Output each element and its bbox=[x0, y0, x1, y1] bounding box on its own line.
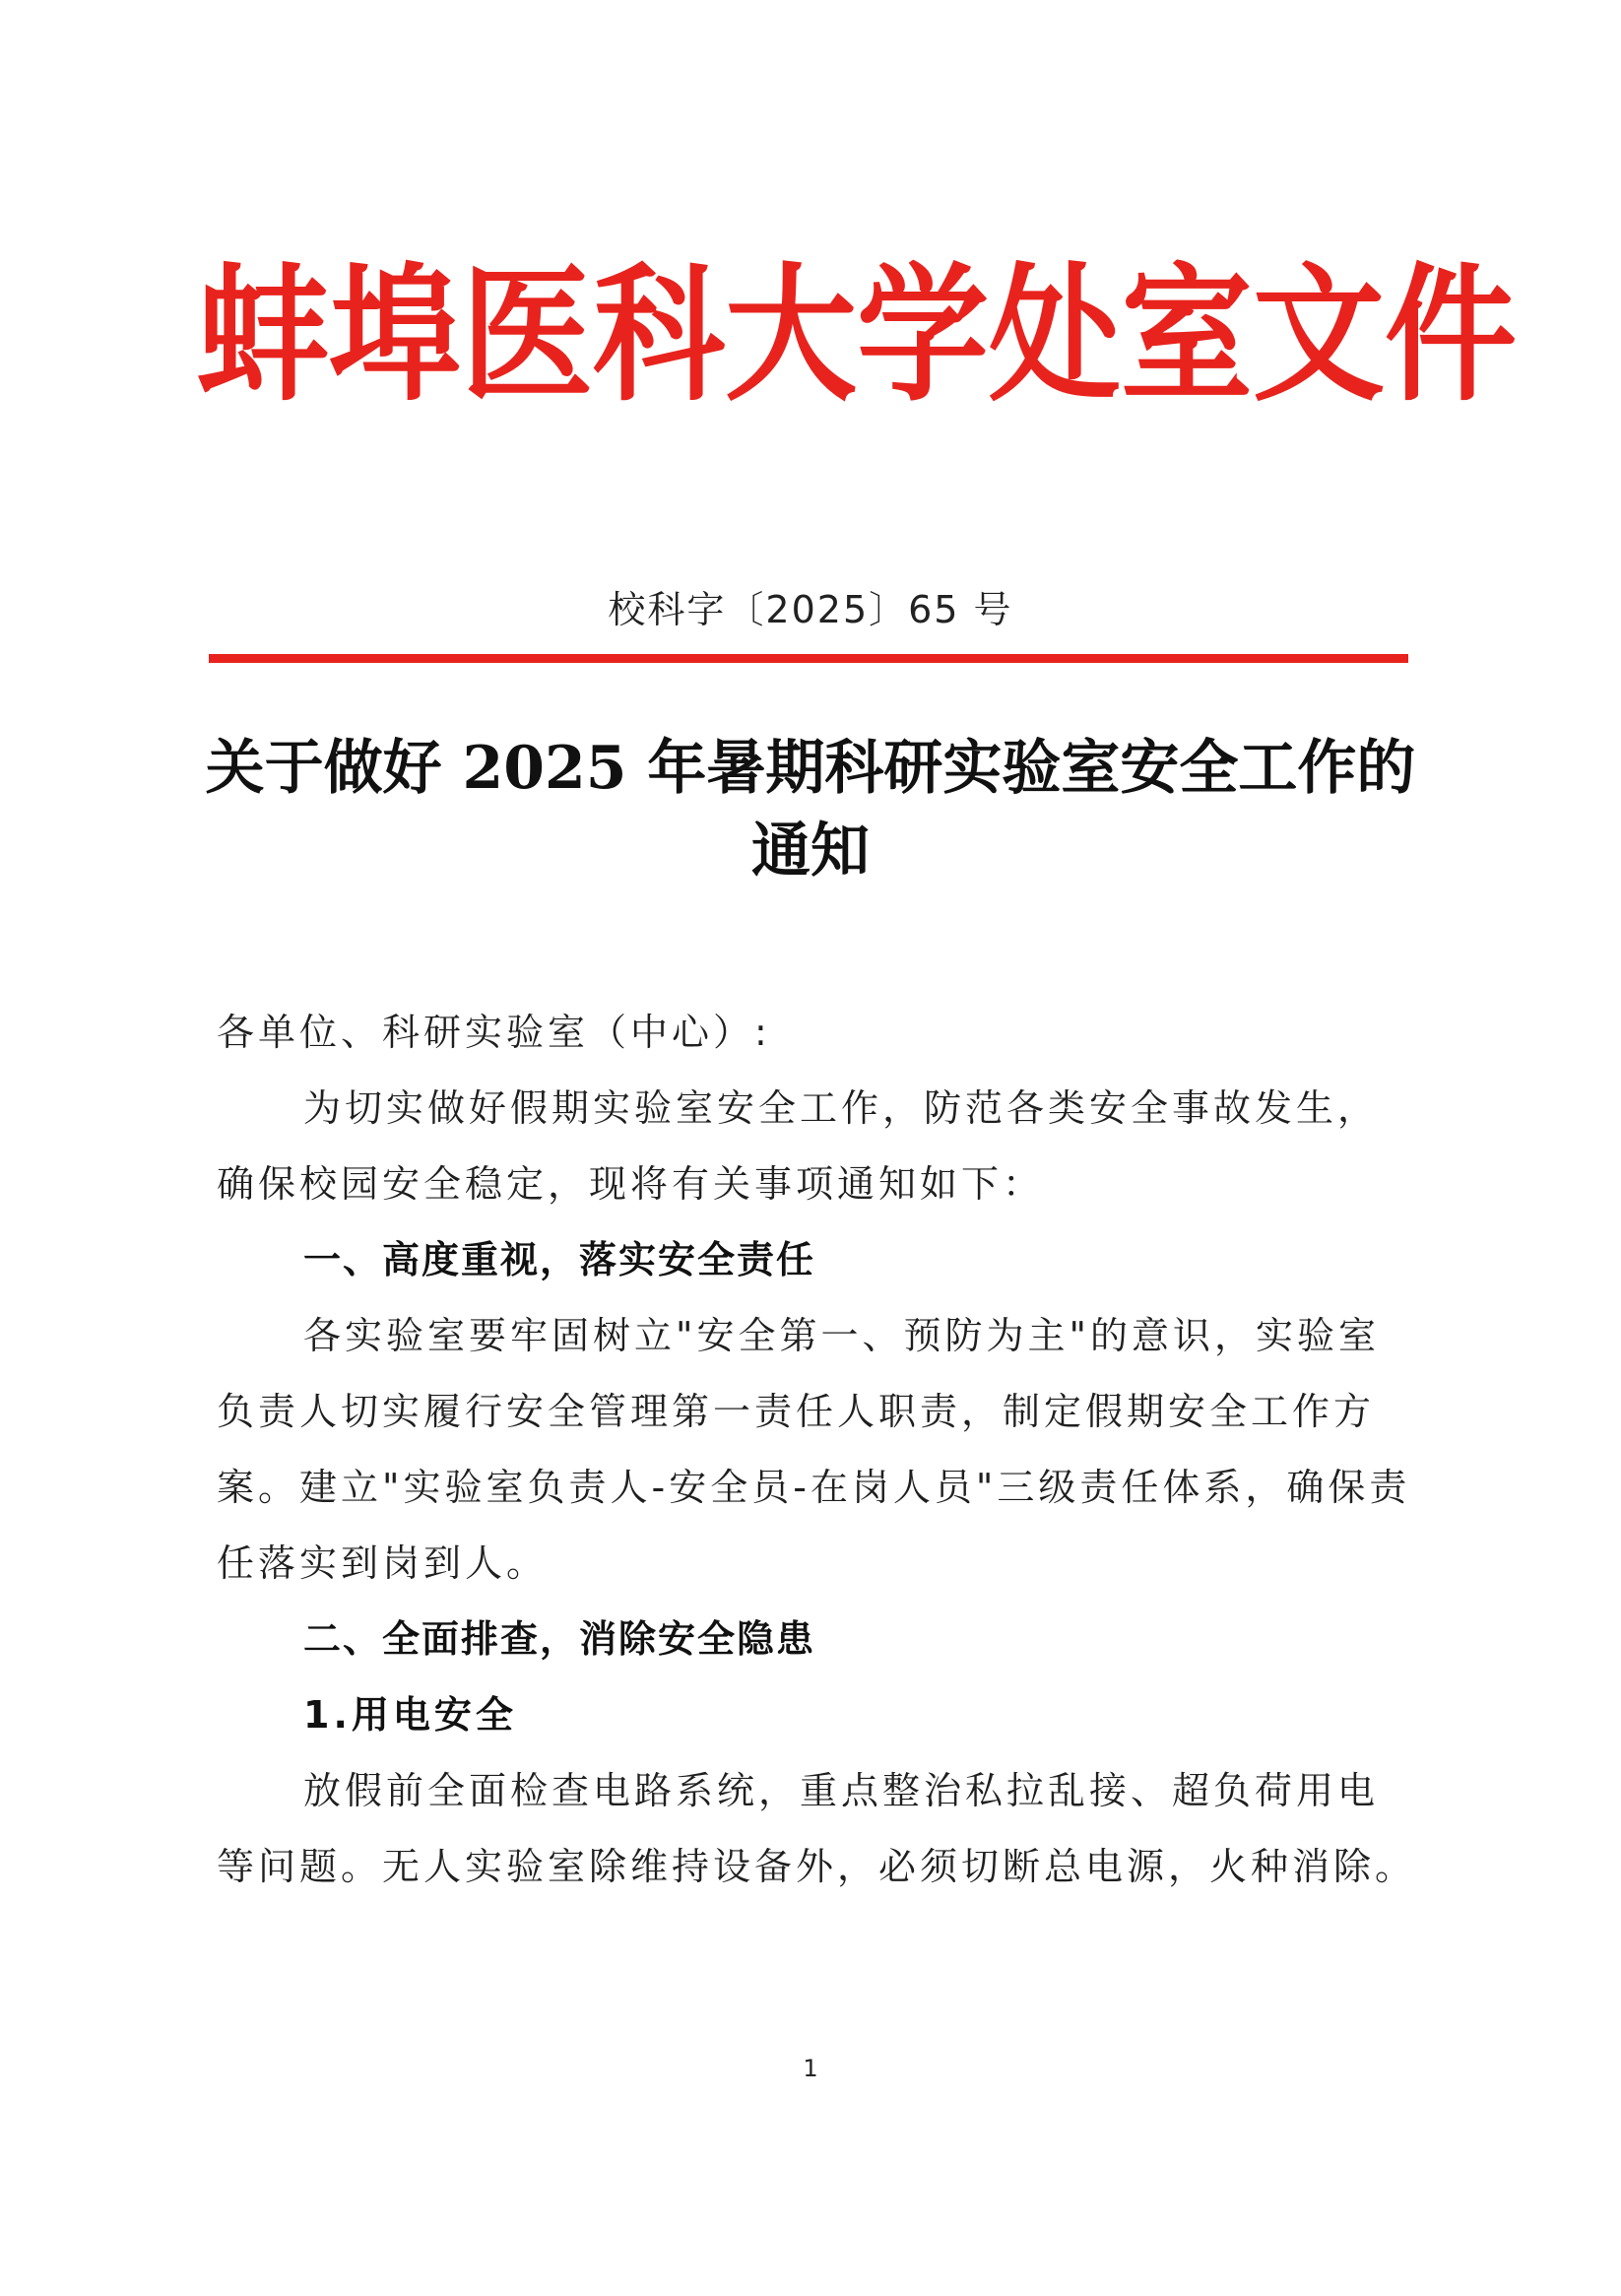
page-number: 1 bbox=[803, 2055, 818, 2082]
notice-title-line1: 关于做好 2025 年暑期科研实验室安全工作的 bbox=[205, 734, 1416, 803]
salutation: 各单位、科研实验室（中心）: bbox=[217, 1011, 771, 1054]
notice-body bbox=[217, 995, 1418, 1905]
notice-title bbox=[197, 727, 1424, 892]
document-number: 校科字〔2025〕65 号 bbox=[608, 588, 1013, 631]
red-divider-line bbox=[209, 654, 1408, 663]
section1-paragraph: 各实验室要牢固树立"安全第一、预防为主"的意识，实验室负责人切实履行安全管理第一责任人职责，制定假期安全工作方案。建立"实验室负责人-安全员-在岗人员"三级责任体系，确保责任落实到岗到人。 bbox=[217, 1314, 1411, 1585]
section1-heading: 一、高度重视，落实安全责任 bbox=[303, 1238, 816, 1281]
intro-paragraph: 为切实做好假期实验室安全工作，防范各类安全事故发生，确保校园安全稳定，现将有关事项通知如下： bbox=[217, 1086, 1380, 1206]
masthead-title: 蚌埠医科大学处室文件 bbox=[197, 247, 1518, 423]
subsection1-heading: 1.用电安全 bbox=[303, 1693, 517, 1737]
section2-heading: 二、全面排查，消除安全隐患 bbox=[303, 1617, 816, 1661]
notice-title-line2: 通知 bbox=[751, 817, 870, 886]
subsection1-paragraph: 放假前全面检查电路系统，重点整治私拉乱接、超负荷用电等问题。无人实验室除维持设备外，必须切断总电源，火种消除。 bbox=[217, 1769, 1417, 1888]
